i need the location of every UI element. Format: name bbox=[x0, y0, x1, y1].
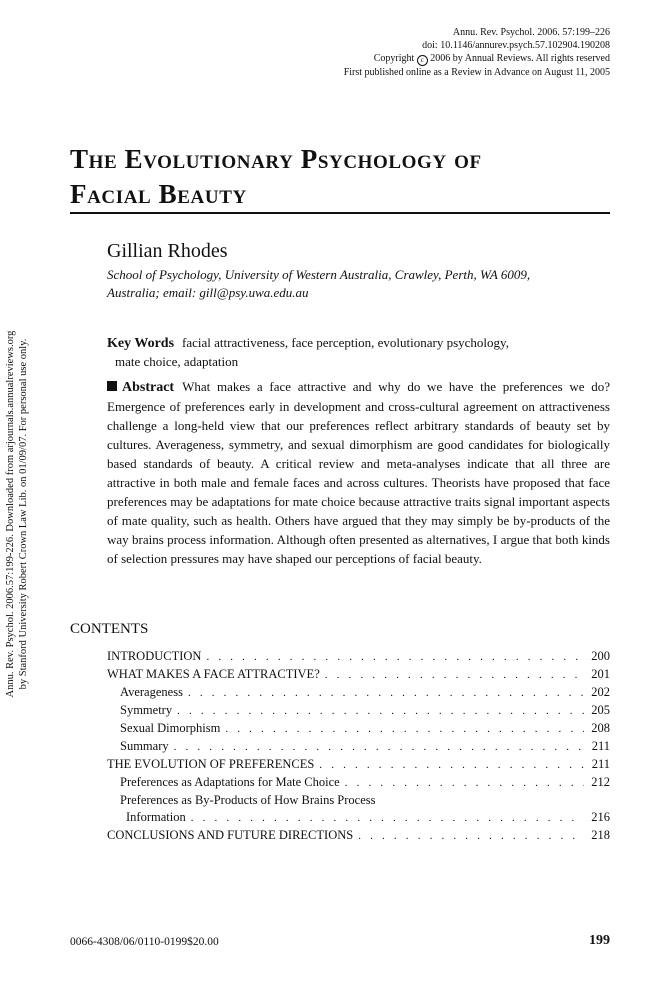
toc-item-averageness: Averageness . . . 202 bbox=[107, 684, 610, 702]
watermark-line-2: by Stanford University Robert Crown Law Lib. on 01/09/07. For personal use only. bbox=[18, 338, 29, 690]
toc-item-conclusions: CONCLUSIONS AND FUTURE DIRECTIONS . . . 218 bbox=[107, 827, 610, 845]
author-affiliation: School of Psychology, University of Western Australia, Crawley, Perth, WA 6009, Australia; email: gill@psy.uwa.edu.au bbox=[107, 267, 531, 300]
download-watermark bbox=[4, 284, 44, 744]
watermark-line-1: Annu. Rev. Psychol. 2006.57:199-226. Downloaded from arjournals.annualreviews.org bbox=[5, 330, 16, 698]
toc-item-evolution-of-preferences: THE EVOLUTION OF PREFERENCES . . . 211 bbox=[107, 756, 610, 774]
citation-line: Annu. Rev. Psychol. 2006. 57:199–226 bbox=[452, 27, 610, 38]
toc-item-what-makes-a-face-attractive: WHAT MAKES A FACE ATTRACTIVE? . . . 201 bbox=[107, 666, 610, 684]
square-bullet-icon bbox=[107, 381, 117, 391]
title-line-1: The Evolutionary Psychology of bbox=[70, 144, 482, 174]
abstract-label: Abstract bbox=[122, 380, 175, 395]
key-words-line-1: facial attractiveness, face perception, evolutionary psychology, bbox=[182, 335, 509, 350]
abstract-text: What makes a face attractive and why do we have the preferences we do? Emergence of preferences early in development and cross-cultural agreement on attractiveness challenge a long-held view that our preferences reflect arbitrary standards of beauty set by cultures. Averageness, symmetry, and sexual dimorphism are good candidates for biologically based standards of beauty. A critical review and meta-analyses indicate that all three are attractive in both male and female faces and across cultures. Theorists have proposed that face preferences may be adaptations for mate choice because attractive traits signal important aspects of mate quality, such as health. Others have argued that they may simply be by-products of the way brains process information. Although often presented as alternatives, I argue that both kinds of selection pressures may have shaped our perceptions of facial beauty. bbox=[107, 379, 610, 566]
toc-item-introduction: INTRODUCTION . . . 200 bbox=[107, 648, 610, 666]
toc-item-symmetry: Symmetry . . . 205 bbox=[107, 702, 610, 720]
author-name: Gillian Rhodes bbox=[107, 240, 228, 262]
toc-item-summary: Summary . . . 211 bbox=[107, 738, 610, 756]
published-online-line: First published online as a Review in Advance on August 11, 2005 bbox=[343, 67, 610, 78]
table-of-contents bbox=[107, 648, 610, 845]
abstract bbox=[107, 377, 610, 568]
key-words-label: Key Words bbox=[107, 336, 175, 351]
copyright-line: Copyright c 2006 by Annual Reviews. All rights reserved bbox=[373, 53, 610, 64]
price-code: 0066-4308/06/0110-0199$20.00 bbox=[70, 936, 219, 948]
contents-heading: CONTENTS bbox=[70, 621, 149, 637]
article-title bbox=[70, 142, 610, 212]
toc-item-by-products-line-1: Preferences as By-Products of How Brains Process bbox=[120, 793, 376, 807]
copyright-icon: c bbox=[417, 55, 428, 66]
journal-header bbox=[344, 26, 610, 79]
key-words bbox=[107, 334, 610, 371]
key-words-line-2: mate choice, adaptation bbox=[115, 354, 239, 369]
title-rule bbox=[70, 212, 610, 214]
title-line-2: Facial Beauty bbox=[70, 179, 247, 209]
doi-line: doi: 10.1146/annurev.psych.57.102904.190208 bbox=[422, 40, 610, 51]
toc-item-adaptations-for-mate-choice: Preferences as Adaptations for Mate Choice . . . 212 bbox=[107, 774, 610, 792]
toc-item-sexual-dimorphism: Sexual Dimorphism . . . 208 bbox=[107, 720, 610, 738]
page-number: 199 bbox=[589, 933, 610, 948]
toc-item-by-products-line-2: Information . . . 216 bbox=[107, 809, 610, 827]
